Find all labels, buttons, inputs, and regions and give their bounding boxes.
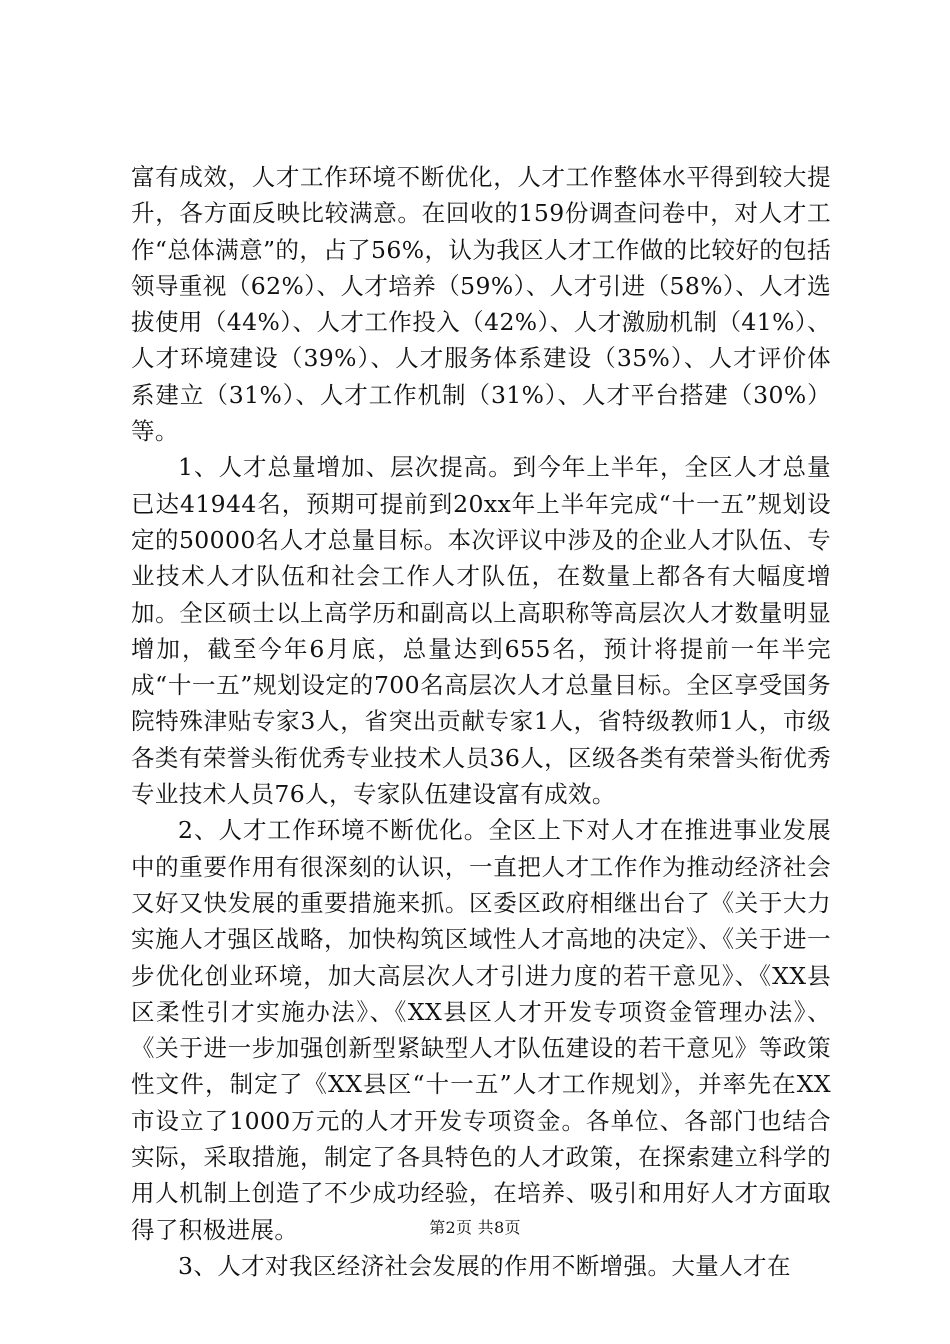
paragraph-continuation: 富有成效，人才工作环境不断优化，人才工作整体水平得到较大提升，各方面反映比较满意。在回收的159份调查问卷中，对人才工作“总体满意”的，占了56%，认为我区人才工作做的比较好的包括领导重视（62%）、人才培养（59%）、人才引进（58%）、人才选拔使用（44%）、人才工作投入（42%）、人才激励机制（41%）、人才环境建设（39%）、人才服务体系建设（35%）、人才评价体系建立（31%）、人才工作机制（31%）、人才平台搭建（30%）等。 [131, 163, 831, 446]
page-footer: 第2页 共8页 [429, 1218, 521, 1237]
paragraph-talent-total: 1、人才总量增加、层次提高。到今年上半年，全区人才总量已达41944名，预期可提前到20xx年上半年完成“十一五”规划设定的50000名人才总量目标。本次评议中涉及的企业人才队伍、专业技术人才队伍和社会工作人才队伍，在数量上都各有大幅度增加。全区硕士以上高学历和副高以上高职称等高层次人才数量明显增加，截至今年6月底，总量达到655名，预计将提前一年半完成“十一五”规划设定的700名高层次人才总量目标。全区享受国务院特殊津贴专家3人，省突出贡献专家1人，省特级教师1人，市级各类有荣誉头衔优秀专业技术人员36人，区级各类有荣誉头衔优秀专业技术人员76人，专家队伍建设富有成效。 [131, 453, 831, 809]
paragraph-talent-environment: 2、人才工作环境不断优化。全区上下对人才在推进事业发展中的重要作用有很深刻的认识，一直把人才工作作为推动经济社会又好又快发展的重要措施来抓。区委区政府相继出台了《关于大力实施人才强区战略，加快构筑区域性人才高地的决定》、《关于进一步优化创业环境，加大高层次人才引进力度的若干意见》、《XX县区柔性引才实施办法》、《XX县区人才开发专项资金管理办法》、《关于进一步加强创新型紧缺型人才队伍建设的若干意见》等政策性文件，制定了《XX县区“十一五”人才工作规划》，并率先在XX市设立了1000万元的人才开发专项资金。各单位、各部门也结合实际，采取措施，制定了各具特色的人才政策，在探索建立科学的用人机制上创造了不少成功经验，在培养、吸引和用好人才方面取得了积极进展。 [131, 816, 831, 1244]
document-body [131, 159, 831, 1284]
paragraph-talent-role: 3、人才对我区经济社会发展的作用不断增强。大量人才在 [178, 1251, 791, 1280]
